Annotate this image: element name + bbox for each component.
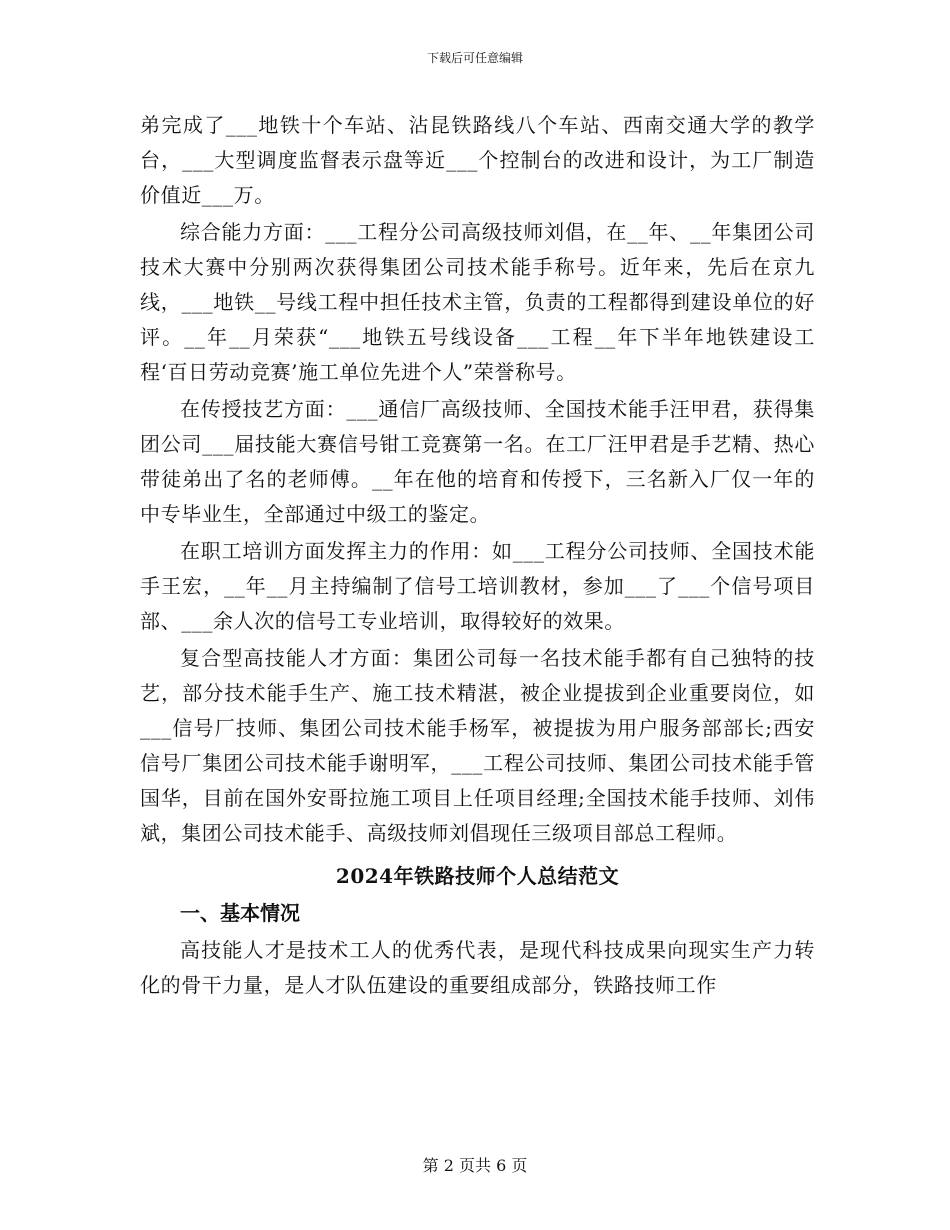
paragraph-staff-training: 在职工培训方面发挥主力的作用：如___工程分公司技师、全国技术能手王宏，__年__月主持编制了信号工培训教材，参加___了___个信号项目部、___余人次的信号工专业培训，取得较好的效果。 — [140, 539, 815, 633]
document-title: 2024年铁路技师个人总结范文 — [335, 864, 620, 888]
page-header: 下载后可任意编辑 — [426, 51, 523, 65]
paragraph-skill-teaching: 在传授技艺方面：___通信厂高级技师、全国技术能手汪甲君，获得集团公司___届技能大赛信号钳工竞赛第一名。在工厂汪甲君是手艺精、热心带徒弟出了名的老师傅。__年在他的培育和传授下，三名新入厂仅一年的中专毕业生，全部通过中级工的鉴定。 — [140, 397, 815, 526]
document-body — [140, 108, 815, 1005]
paragraph-composite-talent: 复合型高技能人才方面：集团公司每一名技术能手都有自己独特的技艺，部分技术能手生产、施工技术精湛，被企业提拔到企业重要岗位，如___信号厂技师、集团公司技术能手杨军，被提拔为用户服务部部长;西安信号厂集团公司技术能手谢明军，___工程公司技师、集团公司技术能手管国华，目前在国外安哥拉施工项目上任项目经理;全国技术能手技师、刘伟斌，集团公司技术能手、高级技师刘倡现任三级项目部总工程师。 — [140, 646, 815, 845]
paragraph-basic-situation: 高技能人才是技术工人的优秀代表，是现代科技成果向现实生产力转化的骨干力量，是人才队伍建设的重要组成部分，铁路技师工作 — [140, 938, 815, 997]
paragraph-comprehensive-ability: 综合能力方面：___工程分公司高级技师刘倡，在__年、__年集团公司技术大赛中分别两次获得集团公司技术能手称号。近年来，先后在京九线，___地铁__号线工程中担任技术主管，负责的工程都得到建设单位的好评。__年__月荣获“___地铁五号线设备___工程__年下半年地铁建设工程‘百日劳动竞赛’施工单位先进个人”荣誉称号。 — [140, 220, 815, 384]
page-number: 第 2 页共 6 页 — [422, 1156, 528, 1175]
paragraph-continuation: 弟完成了___地铁十个车站、沾昆铁路线八个车站、西南交通大学的教学台，___大型调度监督表示盘等近___个控制台的改进和设计，为工厂制造价值近___万。 — [140, 113, 815, 207]
section-heading: 一、基本情况 — [180, 901, 300, 925]
